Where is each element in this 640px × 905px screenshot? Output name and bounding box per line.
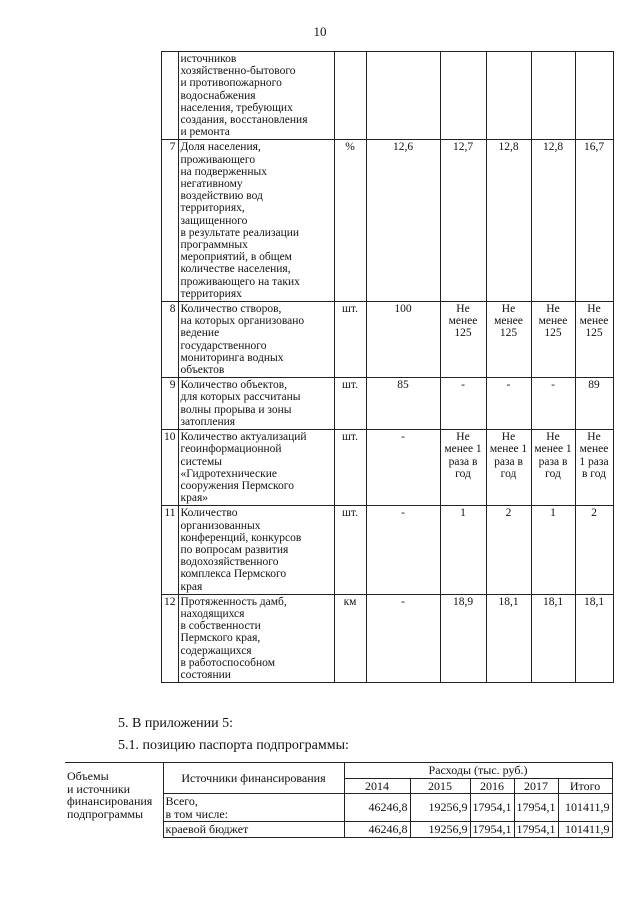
value-cell: Не менее 125	[486, 302, 531, 378]
finance-cell: 101411,9	[558, 794, 612, 822]
finance-cell: 46246,8	[344, 822, 410, 838]
unit-cell: шт.	[334, 378, 366, 430]
row-number	[162, 52, 179, 140]
value-cell: 1	[440, 506, 486, 594]
finance-cell: 19256,9	[410, 794, 470, 822]
value-cell: 89	[575, 378, 613, 430]
paragraph-appendix-5: 5. В приложении 5:	[118, 716, 234, 731]
finance-total-header: Итого	[558, 778, 612, 794]
value-cell	[366, 52, 440, 140]
finance-row-label: краевой бюджет	[163, 822, 344, 838]
value-cell: 85	[366, 378, 440, 430]
value-cell: 100	[366, 302, 440, 378]
value-cell: Не менее 1 раза в год	[531, 430, 575, 506]
finance-year-header: 2014	[344, 778, 410, 794]
value-cell: Не менее 1 раза в год	[440, 430, 486, 506]
finance-cell: 17954,1	[470, 794, 514, 822]
indicators-table	[161, 51, 614, 683]
unit-cell: шт.	[334, 506, 366, 594]
row-number: 7	[162, 140, 179, 302]
table-row	[162, 506, 614, 594]
table-row	[162, 140, 614, 302]
value-cell: 12,7	[440, 140, 486, 302]
finance-year-header: 2016	[470, 778, 514, 794]
unit-cell: %	[334, 140, 366, 302]
table-row	[162, 52, 614, 140]
value-cell: -	[440, 378, 486, 430]
finance-cell: 101411,9	[558, 822, 612, 838]
finance-row-label: Всего, в том числе:	[163, 794, 344, 822]
finance-year-header: 2015	[410, 778, 470, 794]
value-cell: 12,6	[366, 140, 440, 302]
value-cell	[486, 52, 531, 140]
value-cell: Не менее 125	[575, 302, 613, 378]
value-cell: 16,7	[575, 140, 613, 302]
value-cell: 18,1	[575, 594, 613, 682]
finance-expenses-header: Расходы (тыс. руб.)	[344, 763, 612, 779]
finance-cell: 17954,1	[470, 822, 514, 838]
value-cell: 12,8	[531, 140, 575, 302]
indicator-description: Количество организованных конференций, конкурсов по вопросам развития водохозяйственного комплекса Пермского края	[178, 506, 334, 594]
value-cell	[575, 52, 613, 140]
finance-cell: 46246,8	[344, 794, 410, 822]
value-cell: -	[486, 378, 531, 430]
value-cell: 12,8	[486, 140, 531, 302]
value-cell	[531, 52, 575, 140]
value-cell: -	[531, 378, 575, 430]
unit-cell: км	[334, 594, 366, 682]
finance-sources-header: Источники финансирования	[163, 763, 344, 794]
page-number: 10	[313, 24, 327, 39]
value-cell: Не менее 125	[531, 302, 575, 378]
value-cell	[440, 52, 486, 140]
table-row	[162, 430, 614, 506]
indicator-description: Протяженность дамб, находящихся в собственности Пермского края, содержащихся в работоспособном состоянии	[178, 594, 334, 682]
indicator-description: Количество створов, на которых организовано ведение государственного мониторинга водных объектов	[178, 302, 334, 378]
value-cell: 1	[531, 506, 575, 594]
row-number: 8	[162, 302, 179, 378]
indicator-description: Количество актуализаций геоинформационной системы «Гидротехнические сооружения Пермского края»	[178, 430, 334, 506]
indicator-description: источников хозяйственно-бытового и противопожарного водоснабжения населения, требующих создания, восстановления и ремонта	[178, 52, 334, 140]
unit-cell: шт.	[334, 430, 366, 506]
indicator-description: Доля населения, проживающего на подверженных негативному воздействию вод территориях, защищенного в результате реализации программных мероприятий, в общем количестве населения, проживающего на таких территориях	[178, 140, 334, 302]
row-number: 12	[162, 594, 179, 682]
table-row	[162, 302, 614, 378]
paragraph-passport-position: 5.1. позицию паспорта подпрограммы:	[118, 738, 349, 753]
row-number: 9	[162, 378, 179, 430]
unit-cell	[334, 52, 366, 140]
value-cell: 18,1	[486, 594, 531, 682]
unit-cell: шт.	[334, 302, 366, 378]
finance-year-header: 2017	[514, 778, 558, 794]
value-cell: 2	[575, 506, 613, 594]
value-cell: -	[366, 430, 440, 506]
value-cell: 18,1	[531, 594, 575, 682]
value-cell: Не менее 125	[440, 302, 486, 378]
finance-left-label: Объемы и источники финансирования подпрограммы	[65, 763, 163, 838]
indicator-description: Количество объектов, для которых рассчитаны волны прорыва и зоны затопления	[178, 378, 334, 430]
finance-cell: 17954,1	[514, 794, 558, 822]
row-number: 11	[162, 506, 179, 594]
value-cell: 18,9	[440, 594, 486, 682]
value-cell: -	[366, 506, 440, 594]
row-number: 10	[162, 430, 179, 506]
value-cell: 2	[486, 506, 531, 594]
finance-cell: 17954,1	[514, 822, 558, 838]
finance-cell: 19256,9	[410, 822, 470, 838]
table-row	[162, 594, 614, 682]
finance-table	[65, 762, 613, 838]
value-cell: Не менее 1 раза в год	[575, 430, 613, 506]
value-cell: -	[366, 594, 440, 682]
value-cell: Не менее 1 раза в год	[486, 430, 531, 506]
table-row	[162, 378, 614, 430]
